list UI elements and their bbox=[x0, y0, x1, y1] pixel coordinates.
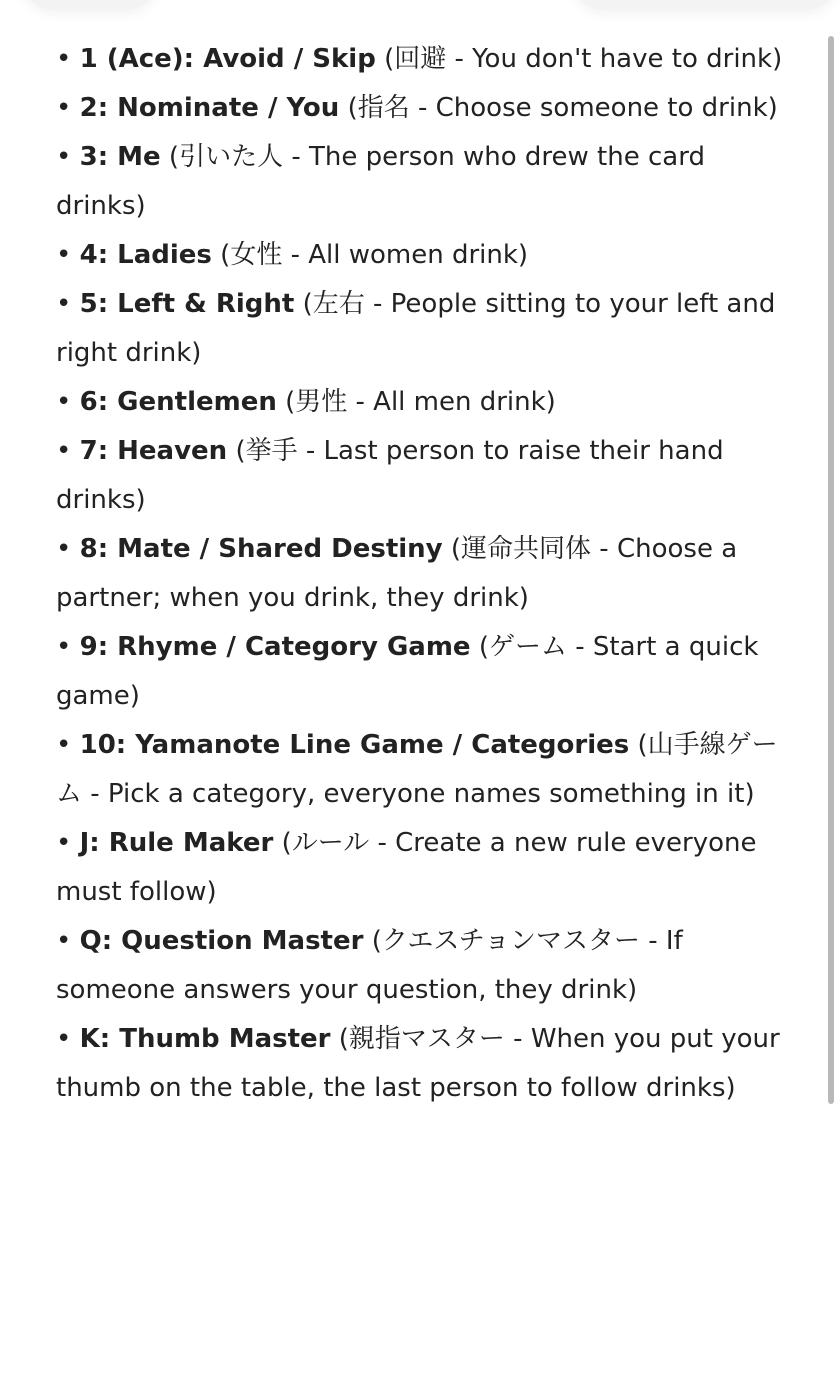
rule-term: 9: Rhyme / Category Game bbox=[79, 632, 471, 662]
rule-item-queen bbox=[56, 917, 786, 1015]
rule-description: (挙手 - Last person to raise their hand drinks) bbox=[56, 436, 724, 515]
scrollbar[interactable] bbox=[828, 36, 834, 1104]
bullet: • bbox=[56, 289, 72, 319]
bullet: • bbox=[56, 142, 72, 172]
rule-item-7 bbox=[56, 427, 786, 525]
rule-description: (山手線ゲーム - Pick a category, everyone names something in it) bbox=[56, 730, 778, 809]
rule-term: 5: Left & Right bbox=[79, 289, 295, 319]
bullet: • bbox=[56, 1024, 72, 1054]
rule-description: (女性 - All women drink) bbox=[211, 240, 529, 270]
bullet: • bbox=[56, 240, 72, 270]
rule-item-6 bbox=[56, 378, 786, 427]
rule-item-4 bbox=[56, 231, 786, 280]
rule-description: (ゲーム - Start a quick game) bbox=[56, 632, 759, 711]
rule-term: 2: Nominate / You bbox=[79, 93, 340, 123]
rule-item-jack bbox=[56, 819, 786, 917]
top-bubble-right bbox=[570, 0, 840, 10]
rule-description: (左右 - People sitting to your left and right drink) bbox=[56, 289, 776, 368]
rule-description: (男性 - All men drink) bbox=[276, 387, 556, 417]
rule-description: (クエスチョンマスター - If someone answers your question, they drink) bbox=[56, 926, 683, 1005]
scrollbar-thumb[interactable] bbox=[828, 36, 834, 1104]
bullet: • bbox=[56, 730, 72, 760]
rule-item-9 bbox=[56, 623, 786, 721]
bullet: • bbox=[56, 926, 72, 956]
top-bubble-left bbox=[20, 0, 160, 10]
bullet: • bbox=[56, 534, 72, 564]
rule-item-3 bbox=[56, 133, 786, 231]
rule-item-10 bbox=[56, 721, 786, 819]
rule-item-8 bbox=[56, 525, 786, 623]
rule-item-ace bbox=[56, 35, 786, 84]
rule-term: J: Rule Maker bbox=[79, 828, 274, 858]
bullet: • bbox=[56, 632, 72, 662]
bullet: • bbox=[56, 387, 72, 417]
rule-term: K: Thumb Master bbox=[79, 1024, 331, 1054]
rule-description: (親指マスター - When you put your thumb on the table, the last person to follow drinks) bbox=[56, 1024, 780, 1103]
rule-term: 4: Ladies bbox=[79, 240, 212, 270]
rule-term: 7: Heaven bbox=[79, 436, 228, 466]
bullet: • bbox=[56, 436, 72, 466]
rule-description: (引いた人 - The person who drew the card drinks) bbox=[56, 142, 705, 221]
rule-term: 3: Me bbox=[79, 142, 161, 172]
rule-term: 6: Gentlemen bbox=[79, 387, 277, 417]
rule-item-king bbox=[56, 1015, 786, 1113]
rule-description: (運命共同体 - Choose a partner; when you drink, they drink) bbox=[56, 534, 738, 613]
rule-term: 1 (Ace): Avoid / Skip bbox=[79, 44, 376, 74]
rule-description: (回避 - You don't have to drink) bbox=[375, 44, 783, 74]
rules-list bbox=[56, 35, 786, 1113]
rule-description: (ルール - Create a new rule everyone must follow) bbox=[56, 828, 757, 907]
bullet: • bbox=[56, 44, 72, 74]
bullet: • bbox=[56, 828, 72, 858]
rule-item-5 bbox=[56, 280, 786, 378]
rule-description: (指名 - Choose someone to drink) bbox=[339, 93, 778, 123]
rule-term: 10: Yamanote Line Game / Categories bbox=[79, 730, 630, 760]
rule-term: Q: Question Master bbox=[79, 926, 364, 956]
bullet: • bbox=[56, 93, 72, 123]
rule-term: 8: Mate / Shared Destiny bbox=[79, 534, 443, 564]
rule-item-2 bbox=[56, 84, 786, 133]
